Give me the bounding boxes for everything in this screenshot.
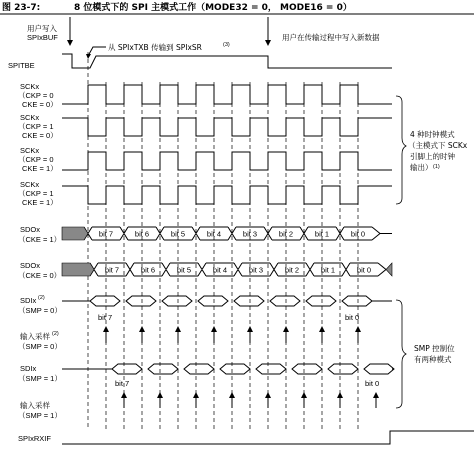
sck-ckp0-cke1-label [18, 146, 58, 173]
svg-text:（SMP = 0）: （SMP = 0） [18, 306, 62, 315]
transfer-arrow [88, 47, 106, 56]
sdo-cke0-waveform [90, 263, 386, 276]
sample-smp0-arrow-head [319, 326, 325, 332]
sdo-bit-label: bit 3 [248, 265, 264, 275]
sdo-bit-label: bit 4 [212, 265, 228, 275]
sdi-smp0-waveform-cell [234, 296, 264, 306]
svg-text:4 种时钟模式: 4 种时钟模式 [410, 130, 455, 139]
user-write-during-arrowhead [265, 40, 271, 46]
sdi-smp1-label [18, 364, 62, 383]
sdi-smp0-waveform-cell [270, 296, 300, 306]
sdi-smp0-waveform-cell [198, 296, 228, 306]
spirxif-waveform [62, 431, 474, 444]
svg-text:CKE = 1）: CKE = 1） [22, 198, 58, 207]
svg-text:SDIx: SDIx [20, 296, 37, 305]
sdo-bit-label: bit 0 [356, 265, 372, 275]
figure-number: 图 23-7: [2, 3, 41, 13]
sdo-cke1-waveform-idle-start [62, 227, 88, 240]
sample-smp0-arrow-head [283, 326, 289, 332]
sdi-smp1-waveform-cell [256, 364, 286, 374]
sck-ckp0-cke0-waveform [62, 85, 392, 104]
user-write-buf-label: SPIxBUF [27, 33, 58, 42]
sample-smp0-arrow-head [139, 326, 145, 332]
smp-modes-note [396, 300, 455, 408]
transfer-label: 从 SPIxTXB 传输到 SPIxSR [108, 43, 202, 52]
svg-text:（主模式下 SCKx: （主模式下 SCKx [408, 141, 468, 150]
sdi-smp0-waveform-cell [342, 296, 372, 306]
sck-ckp0-cke1-waveform [62, 152, 392, 170]
sdo-bit-label: bit 7 [104, 265, 120, 275]
sck-ckp1-cke1-waveform [62, 186, 392, 204]
sdo-bit-label: bit 0 [350, 229, 366, 239]
sdo-bit-label: bit 2 [284, 265, 300, 275]
sdi-smp0-waveform-cell [162, 296, 192, 306]
svg-text:SCKx: SCKx [20, 113, 40, 122]
sdo-bit-label: bit 5 [176, 265, 192, 275]
svg-text:有两种模式: 有两种模式 [414, 355, 452, 364]
sample-smp1-arrow-head [157, 392, 163, 398]
svg-text:输出）: 输出） [410, 163, 433, 172]
spitbe-label: SPITBE [8, 61, 35, 70]
svg-text:CKE = 0）: CKE = 0） [22, 100, 58, 109]
sdi-smp0-first-bit: bit 7 [98, 313, 113, 322]
sdi-smp1-waveform-cell [220, 364, 250, 374]
svg-text:（SMP = 1）: （SMP = 1） [18, 374, 62, 383]
sdo-bit-label: bit 5 [170, 229, 186, 239]
svg-text:（SMP = 1）: （SMP = 1） [18, 411, 62, 420]
svg-text:(1): (1) [433, 164, 440, 170]
sdo-cke0-waveform-idle-end [386, 263, 392, 276]
sdo-bit-label: bit 1 [320, 265, 336, 275]
svg-text:输入采样: 输入采样 [20, 332, 50, 341]
sdo-bit-label: bit 6 [134, 229, 150, 239]
sample-smp0-arrow-head [103, 326, 109, 332]
sck-ckp1-cke0-waveform [62, 118, 392, 136]
sample-smp1-arrow-head [121, 392, 127, 398]
sdi-smp1-waveform-cell [328, 364, 358, 374]
sdi-smp1-first-bit: bit 7 [115, 379, 130, 388]
svg-text:SCKx: SCKx [20, 146, 40, 155]
sdi-smp1-waveform-cell [292, 364, 322, 374]
transfer-note-ref: (3) [223, 42, 230, 48]
sample-smp0-arrow-head [211, 326, 217, 332]
svg-text:（CKP = 1: （CKP = 1 [18, 122, 54, 131]
sdo-bit-label: bit 1 [314, 229, 330, 239]
sck-ckp0-cke0-label [18, 82, 58, 109]
sample-smp1-arrow-head [265, 392, 271, 398]
user-write-label: 用户写入 [27, 24, 57, 33]
svg-text:SDIx: SDIx [20, 364, 37, 373]
sdi-smp0-waveform-cell [306, 296, 336, 306]
svg-text:（CKP = 0: （CKP = 0 [18, 155, 54, 164]
sck-ckp1-cke0-label [18, 113, 58, 140]
svg-text:SDOx: SDOx [20, 225, 41, 234]
svg-text:CKE = 0）: CKE = 0） [22, 131, 58, 140]
svg-text:CKE = 1）: CKE = 1） [22, 164, 58, 173]
sample-smp1-arrow-head [301, 392, 307, 398]
svg-text:输入采样: 输入采样 [20, 401, 50, 410]
svg-text:（SMP = 0）: （SMP = 0） [18, 342, 62, 351]
sdo-cke0-waveform-idle-start [62, 263, 94, 276]
svg-text:SCKx: SCKx [20, 82, 40, 91]
sdi-smp0-last-bit: bit 0 [345, 313, 360, 322]
sample-smp1-arrow-head [193, 392, 199, 398]
svg-text:SCKx: SCKx [20, 180, 40, 189]
svg-text:SMP 控制位: SMP 控制位 [414, 344, 455, 353]
sdi-smp0-label [18, 295, 62, 315]
svg-text:（CKE = 0）: （CKE = 0） [18, 271, 62, 280]
sample-smp1-arrow-head [373, 392, 379, 398]
sdi-smp1-waveform-cell [148, 364, 178, 374]
sdi-smp1-last-bit: bit 0 [365, 379, 380, 388]
sdo-bit-label: bit 7 [98, 229, 114, 239]
sample-smp0-arrow-head [175, 326, 181, 332]
sample-smp0-arrow-head [247, 326, 253, 332]
sample-smp1-arrow-head [229, 392, 235, 398]
sdi-smp1-waveform-cell [112, 364, 142, 374]
spitbe-waveform [62, 54, 392, 68]
sdo-bit-label: bit 4 [206, 229, 222, 239]
sdo-bit-label: bit 2 [278, 229, 294, 239]
clock-modes-note [396, 96, 468, 204]
spirxif-label: SPIxRXIF [18, 434, 51, 443]
sample-smp0-label [18, 331, 62, 351]
figure-title: 8 位模式下的 SPI 主模式工作（MODE32 = 0， MODE16 = 0） [74, 3, 352, 13]
user-write-arrowhead [67, 40, 73, 46]
svg-text:（CKP = 0: （CKP = 0 [18, 91, 54, 100]
sdo-cke0-label [18, 261, 61, 280]
sdi-smp1-waveform-cell [184, 364, 214, 374]
sck-ckp1-cke1-label [18, 180, 58, 207]
sdo-bit-label: bit 6 [140, 265, 156, 275]
svg-text:引脚上的时钟: 引脚上的时钟 [410, 152, 455, 161]
svg-text:（CKE = 1）: （CKE = 1） [18, 235, 62, 244]
user-write-during-label: 用户在传输过程中写入新数据 [282, 33, 380, 42]
sample-smp1-label [18, 400, 62, 420]
svg-text:（CKP = 1: （CKP = 1 [18, 189, 54, 198]
svg-text:SDOx: SDOx [20, 261, 41, 270]
sdi-smp0-waveform-cell [90, 296, 120, 306]
sample-smp1-arrow-head [337, 392, 343, 398]
sample-smp0-arrow-head [355, 326, 361, 332]
sdo-cke1-label [18, 225, 61, 244]
svg-text:(2): (2) [52, 331, 59, 337]
transfer-arrowhead [86, 54, 91, 59]
sdo-bit-label: bit 3 [242, 229, 258, 239]
svg-text:(2): (2) [38, 295, 45, 301]
sdi-smp0-waveform-cell [126, 296, 156, 306]
sdi-smp1-waveform-cell [364, 364, 394, 374]
